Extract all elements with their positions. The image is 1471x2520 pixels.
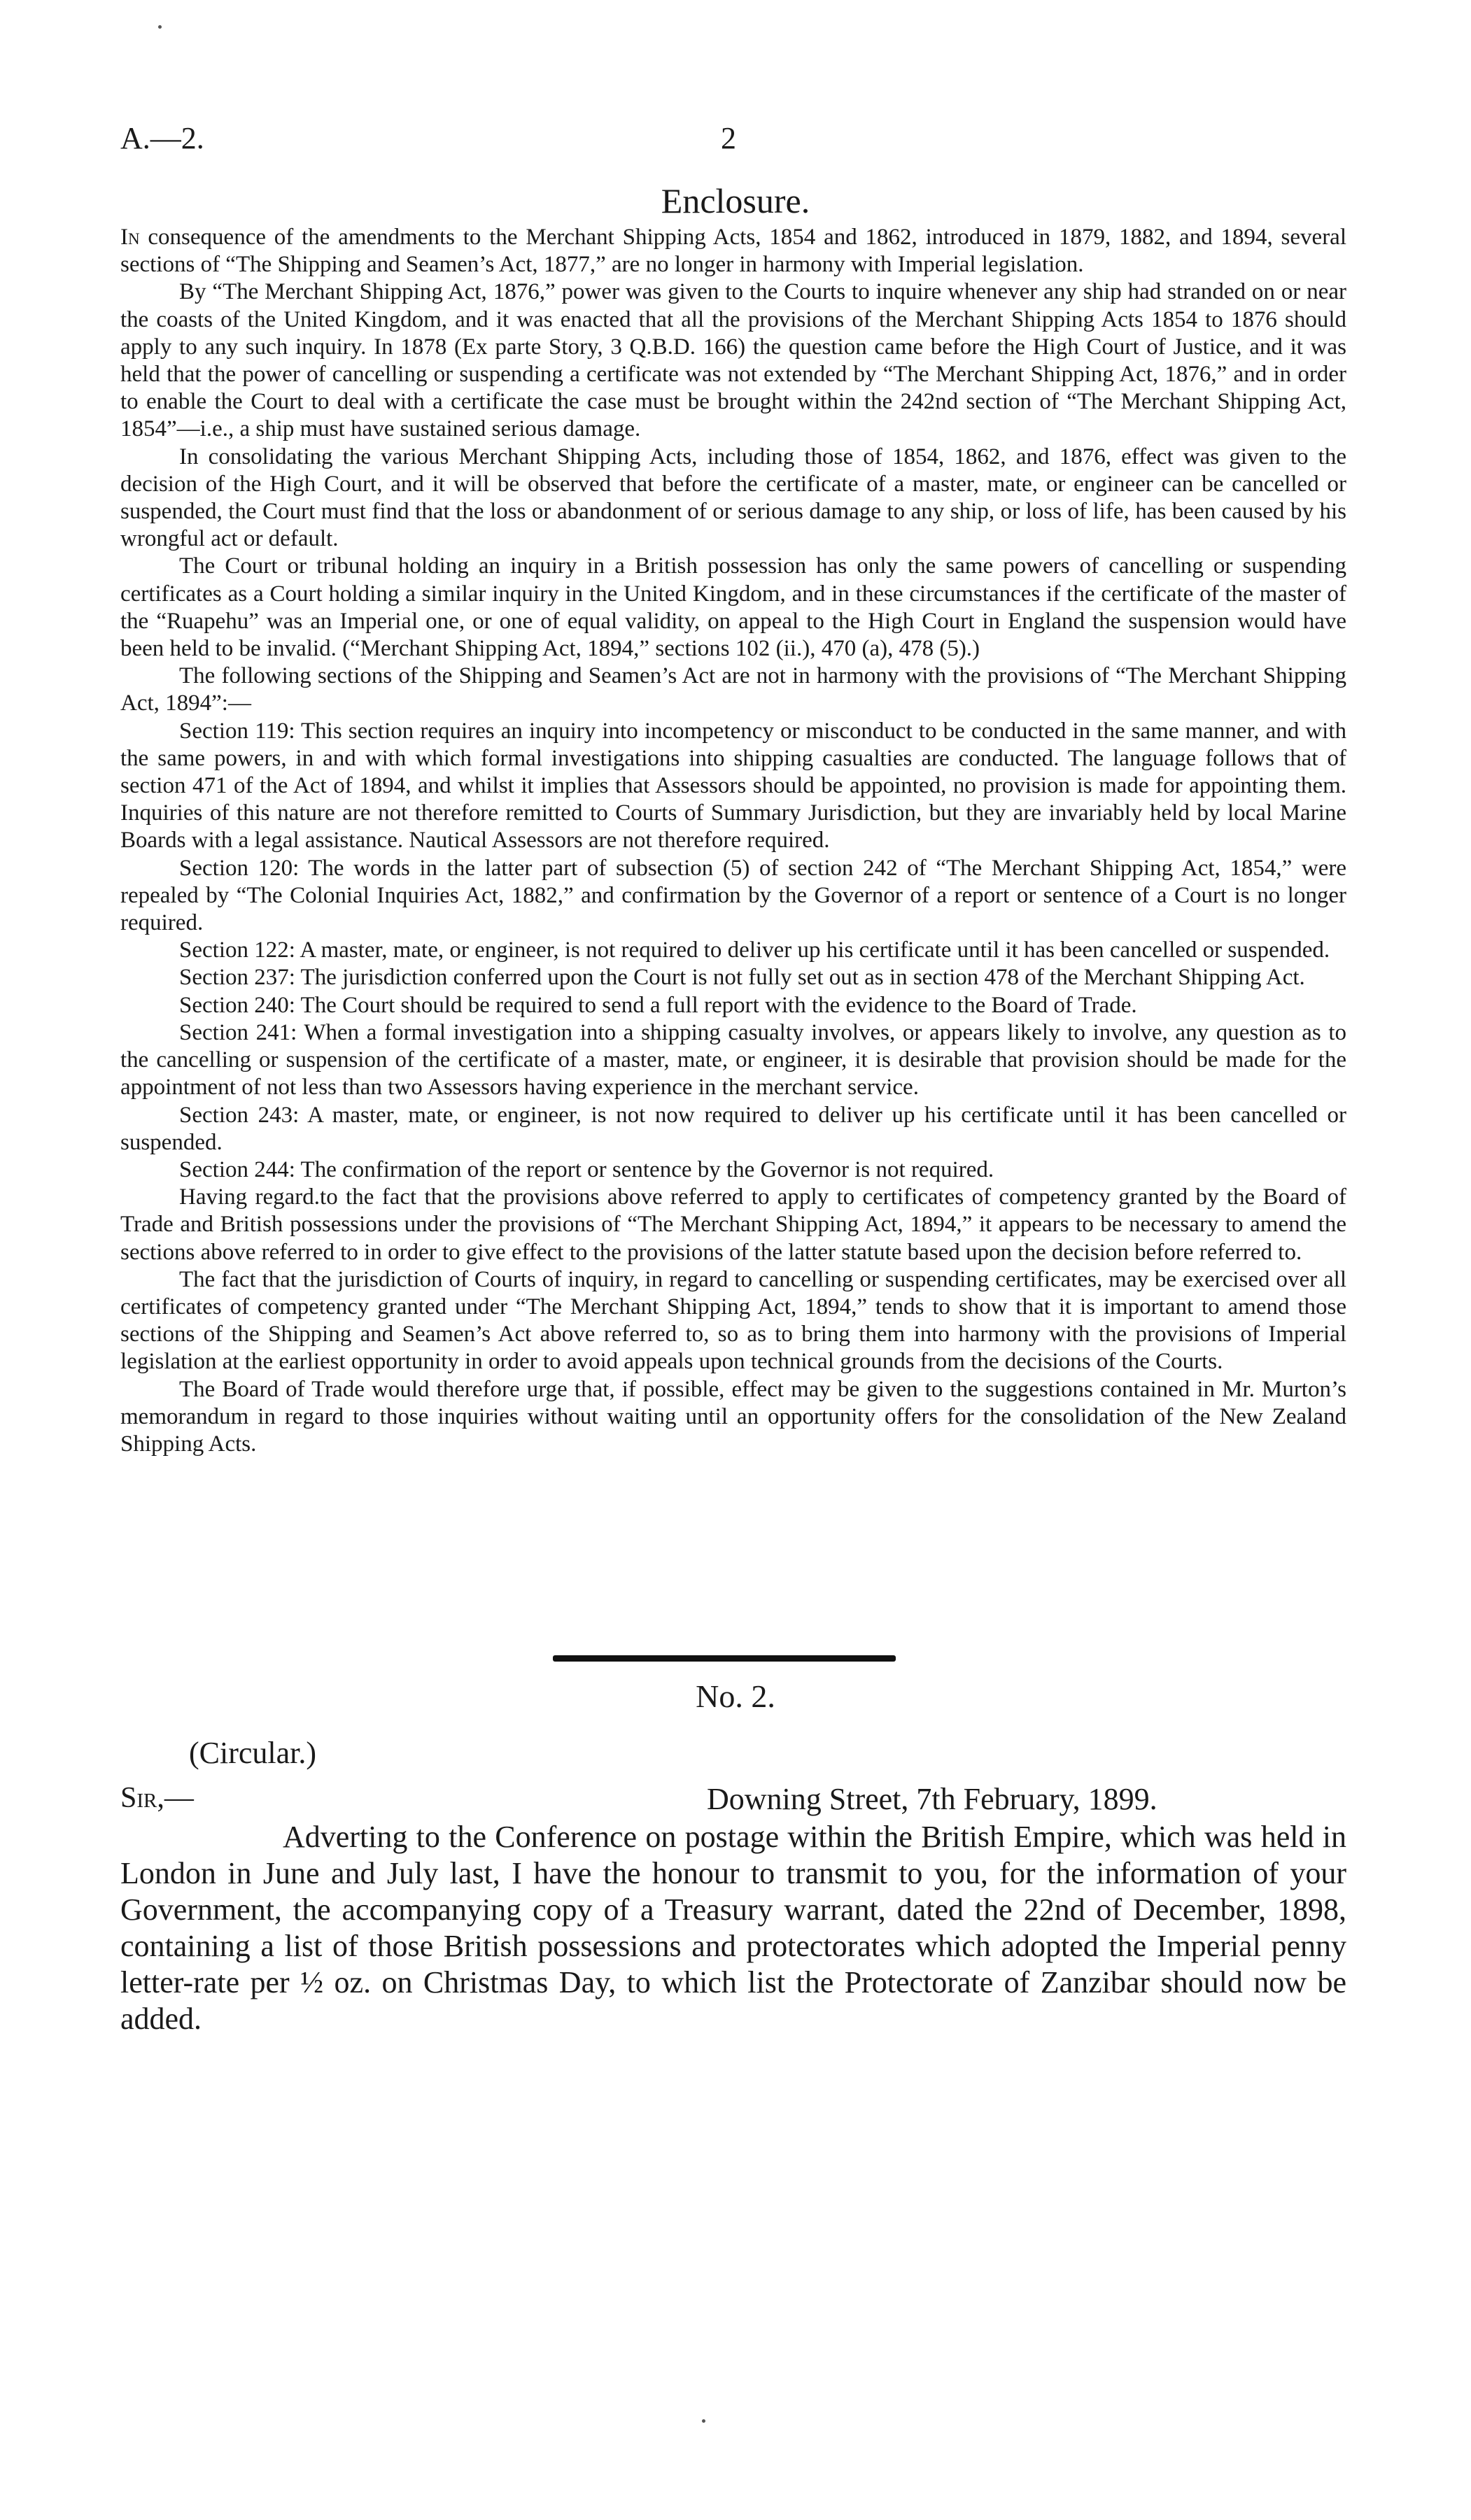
page-number: 2 xyxy=(721,121,736,155)
paragraph-text: consequence of the amendments to the Merchant Shipping Acts, 1854 and 1862, introduced in 1879, 1882, and 1894, several sections of “The Shipping and Seamen’s Act, 1877,” are no longer in harmony with Imperial legislation. xyxy=(120,225,1346,278)
paragraph: Adverting to the Conference on postage within the British Empire, which was held in London in June and July last, I have the honour to transmit to you, for the information of your Government, the accompanying copy of a Treasury warrant, dated the 22nd of December, 1898, containing a list of those British possessions and protectorates which adopted the Imperial penny letter-rate per ½ oz. on Christmas Day, to which list the Protectorate of Zanzibar should now be added. xyxy=(120,1820,1346,2036)
paragraph: Section 119: This section requires an inquiry into incompetency or misconduct to be conducted in the same manner, and with the same powers, in and with which formal investigations into shipping casualties are conducted. The language follows that of section 471 of the Act of 1894, and whilst it implies that Assessors should be appointed, no provision is made for appointing them. Inquiries of this nature are not therefore remitted to Courts of Summary Jurisdiction, but they are invariably held by local Marine Boards with a legal assistance. Nautical Assessors are not therefore required. xyxy=(120,718,1346,854)
paragraph: The Court or tribunal holding an inquiry in a British possession has only the same powers of cancelling or suspending certificates as a Court holding a similar inquiry in the United Kingdom, and in these circumstances if the certificate of the master of the “Ruapehu” was an Imperial one, or one of equal validity, on appeal to the High Court in England the suspension would have been held to be invalid. (“Merchant Shipping Act, 1894,” sections 102 (ii.), 470 (a), 478 (5).) xyxy=(120,553,1346,662)
document-number: No. 2. xyxy=(696,1678,775,1714)
paragraph: By “The Merchant Shipping Act, 1876,” power was given to the Courts to inquire whenever any ship had stranded on or near the coasts of the United Kingdom, and it was enacted that all the provisions of the Merchant Shipping Acts 1854 to 1876 should apply to any such inquiry. In 1878 (Ex parte Story, 3 Q.B.D. 166) the question came before the High Court of Justice, and it was held that the power of cancelling or suspending a certificate was not extended by “The Merchant Shipping Act, 1876,” and in order to enable the Court to deal with a certificate the case must be brought within the 242nd section of “The Merchant Shipping Act, 1854”—i.e., a ship must have sustained serious damage. xyxy=(120,279,1346,442)
paragraph: Having regard.to the fact that the provisions above referred to apply to certificates of competency granted by the Board of Trade and British possessions under the provisions of “The Merchant Shipping Act, 1894,” it appears to be necessary to amend the sections above referred to in order to give effect to the provisions of the latter statute based upon the decision before referred to. xyxy=(120,1184,1346,1265)
paragraph: Section 120: The words in the latter part of subsection (5) of section 242 of “The Merchant Shipping Act, 1854,” were repealed by “The Colonial Inquiries Act, 1882,” and confirmation by the Governor of a report or sentence of a Court is no longer required. xyxy=(120,855,1346,936)
paragraph xyxy=(120,224,1346,278)
paragraph: Section 241: When a formal investigation into a shipping casualty involves, or appears likely to involve, any question as to the cancelling or suspension of the certificate of a master, mate, or engineer, it is desirable that provision should be made for the appointment of not less than two Assessors having experience in the merchant service. xyxy=(120,1019,1346,1100)
paragraph: Section 244: The confirmation of the report or sentence by the Governor is not required. xyxy=(179,1156,994,1182)
paragraph: Section 122: A master, mate, or engineer, is not required to deliver up his certificate until it has been cancelled or suspended. xyxy=(179,937,1330,963)
letter-body xyxy=(120,1819,1346,2037)
paragraph: The Board of Trade would therefore urge that, if possible, effect may be given to the suggestions contained in Mr. Murton’s memorandum in regard to those inquiries without waiting until an opportunity offers for the consolidation of the New Zealand Shipping Acts. xyxy=(120,1376,1346,1457)
salutation-text: Sir,— xyxy=(120,1782,194,1814)
dateline: Downing Street, 7th February, 1899. xyxy=(707,1782,1157,1816)
paragraph: The fact that the jurisdiction of Courts of inquiry, in regard to cancelling or suspending certificates, may be exercised over all certificates of competency granted under “The Merchant Shipping Act, 1894,” tends to show that it is important to amend those sections of the Shipping and Seamen’s Act above referred to, so as to bring them into harmony with the provisions of Imperial legislation at the earliest opportunity in order to avoid appeals upon technical grounds from the decisions of the Courts. xyxy=(120,1266,1346,1375)
paragraph: Section 243: A master, mate, or engineer, is not now required to deliver up his certificate until it has been cancelled or suspended. xyxy=(120,1102,1346,1155)
paragraph: The following sections of the Shipping and Seamen’s Act are not in harmony with the provisions of “The Merchant Shipping Act, 1894”:— xyxy=(120,663,1346,716)
scan-speck xyxy=(158,25,162,29)
circular-label: (Circular.) xyxy=(189,1736,317,1770)
paragraph: In consolidating the various Merchant Shipping Acts, including those of 1854, 1862, and 1876, effect was given to the decision of the High Court, and it will be observed that before the certificate of a master, mate, or engineer can be cancelled or suspended, the Court must find that the loss or abandonment of or serious damage to any ship, or loss of life, has been caused by his wrongful act or default. xyxy=(120,444,1346,552)
paper-reference: A.—2. xyxy=(120,121,204,155)
section-divider xyxy=(553,1655,896,1662)
enclosure-body xyxy=(120,224,1346,1458)
paragraph: Section 237: The jurisdiction conferred upon the Court is not fully set out as in section 478 of the Merchant Shipping Act. xyxy=(179,965,1305,991)
salutation xyxy=(120,1781,194,1815)
enclosure-title: Enclosure. xyxy=(661,181,810,220)
paragraph-lead: In xyxy=(120,225,140,250)
scan-speck xyxy=(702,2419,705,2423)
paragraph: Section 240: The Court should be required to send a full report with the evidence to the Board of Trade. xyxy=(179,992,1137,1018)
